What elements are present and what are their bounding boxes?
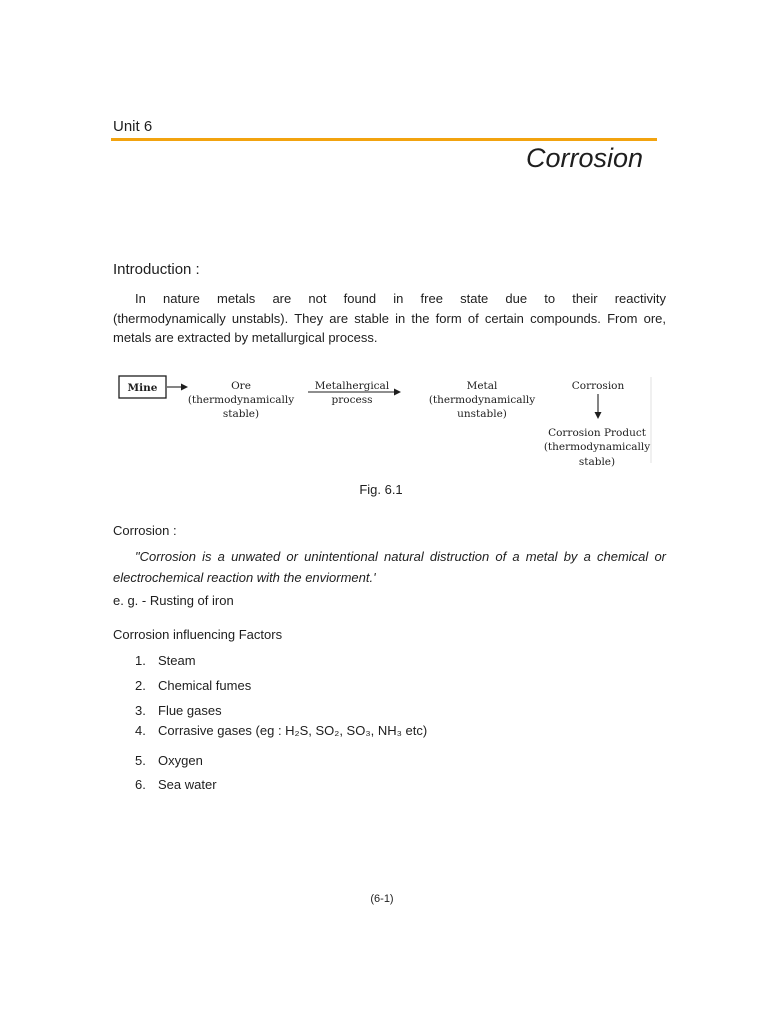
list-item-number: 2. — [135, 678, 146, 693]
list-item: Flue gases — [158, 703, 222, 718]
list-item: Sea water — [158, 777, 217, 792]
header-rule — [111, 138, 657, 141]
factors-heading: Corrosion influencing Factors — [113, 627, 283, 642]
corrosion-label: Corrosion — [571, 380, 625, 392]
corrosion-heading: Corrosion : — [113, 523, 177, 538]
list-item: Oxygen — [158, 753, 203, 768]
definition-line: "Corrosion is a unwated or unintentional natural distruction of a metal by a chemical or — [135, 549, 666, 564]
list-item: Steam — [158, 653, 196, 668]
metal-label: Metal — [466, 380, 498, 392]
list-item: Corrasive gases (eg : H₂S, SO₂, SO₃, NH₃ etc) — [158, 723, 428, 738]
list-item-number: 1. — [135, 653, 146, 668]
page-number: (6-1) — [370, 893, 394, 905]
paragraph-line: (thermodynamically unstabls). They are stable in the form of certain compounds. From ore, — [113, 310, 666, 326]
list-item-number: 4. — [135, 723, 146, 738]
ore-label: Ore — [231, 380, 251, 392]
paragraph-line: In nature metals are not found in free state due to their reactivity — [135, 291, 666, 306]
process-label: process — [331, 394, 373, 406]
definition-line: electrochemical reaction with the enviorment.' — [113, 570, 376, 585]
product-label: (thermodynamically — [543, 441, 651, 453]
ore-label: stable) — [222, 408, 260, 420]
corrosion-definition — [113, 546, 666, 588]
extraction-diagram — [110, 370, 658, 472]
introduction-heading: Introduction : — [113, 261, 200, 278]
mine-label: Mine — [127, 382, 158, 394]
arrow-down-icon — [595, 394, 602, 419]
unit-label: Unit 6 — [113, 118, 153, 135]
chapter-title: Corrosion — [525, 143, 643, 173]
example-text: e. g. - Rusting of iron — [113, 593, 234, 608]
arrow-right-icon — [167, 384, 188, 391]
process-label: Metalhergical — [314, 380, 390, 392]
list-item-number: 5. — [135, 753, 146, 768]
metal-label: unstable) — [457, 408, 507, 420]
list-item: Chemical fumes — [158, 678, 252, 693]
figure-caption: Fig. 6.1 — [359, 482, 403, 497]
product-label: stable) — [578, 456, 616, 468]
introduction-paragraph — [113, 289, 666, 348]
list-item-number: 3. — [135, 703, 146, 718]
product-label: Corrosion Product — [548, 427, 646, 439]
ore-label: (thermodynamically — [187, 394, 295, 406]
metal-label: (thermodynamically — [428, 394, 536, 406]
paragraph-line: metals are extracted by metallurgical process. — [113, 330, 378, 345]
list-item-number: 6. — [135, 777, 146, 792]
